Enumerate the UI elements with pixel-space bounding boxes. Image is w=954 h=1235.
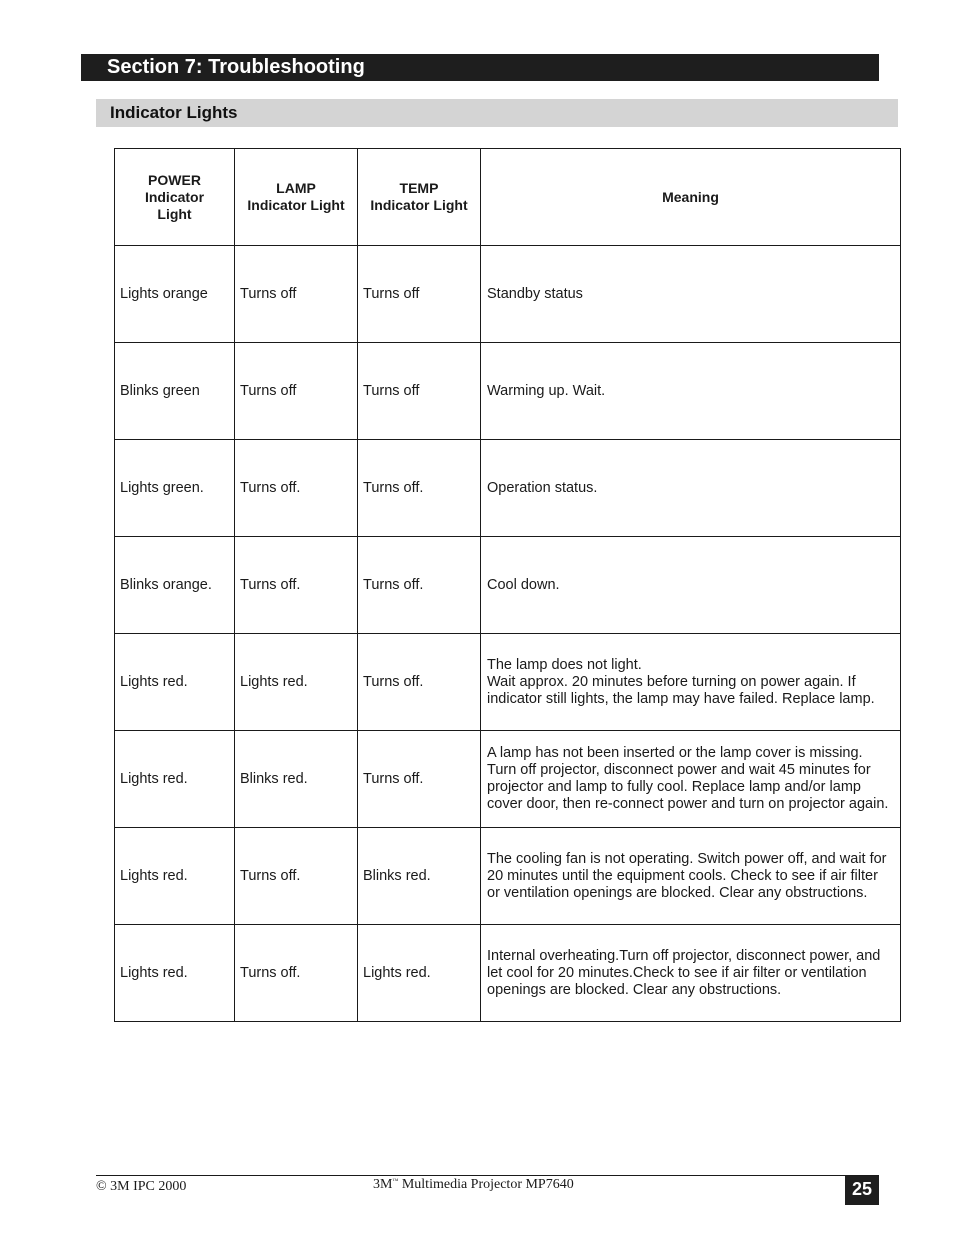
cell-power: Lights orange	[115, 246, 235, 343]
header-lamp: LAMP Indicator Light	[235, 149, 358, 246]
cell-temp: Blinks red.	[358, 828, 481, 925]
cell-lamp: Lights red.	[235, 634, 358, 731]
trademark-symbol: ™	[392, 1178, 399, 1185]
product-model: Multimedia Projector MP7640	[398, 1177, 574, 1192]
cell-meaning: A lamp has not been inserted or the lamp cover is missing. Turn off projector, disconnect power and wait 45 minutes for projector and lamp to fully cool. Replace lamp and/or lamp cover door, then re-connect power and turn on projector again.	[481, 731, 901, 828]
cell-meaning: Warming up. Wait.	[481, 343, 901, 440]
cell-lamp: Blinks red.	[235, 731, 358, 828]
cell-temp: Lights red.	[358, 925, 481, 1022]
table-row	[115, 537, 901, 634]
cell-power: Lights red.	[115, 828, 235, 925]
cell-temp: Turns off.	[358, 634, 481, 731]
cell-temp: Turns off	[358, 343, 481, 440]
cell-meaning: Standby status	[481, 246, 901, 343]
cell-lamp: Turns off	[235, 343, 358, 440]
page-number: 25	[845, 1176, 879, 1205]
table-row	[115, 828, 901, 925]
cell-meaning: Operation status.	[481, 440, 901, 537]
cell-lamp: Turns off.	[235, 537, 358, 634]
cell-power: Lights green.	[115, 440, 235, 537]
table-row	[115, 440, 901, 537]
indicator-lights-table	[114, 148, 901, 1022]
cell-temp: Turns off.	[358, 731, 481, 828]
subsection-title: Indicator Lights	[96, 99, 898, 127]
cell-lamp: Turns off.	[235, 828, 358, 925]
cell-meaning: The lamp does not light. Wait approx. 20 minutes before turning on power again. If indicator still lights, the lamp may have failed. Replace lamp.	[481, 634, 901, 731]
header-power: POWER Indicator Light	[115, 149, 235, 246]
header-temp: TEMP Indicator Light	[358, 149, 481, 246]
cell-power: Lights red.	[115, 731, 235, 828]
cell-power: Lights red.	[115, 634, 235, 731]
cell-power: Blinks orange.	[115, 537, 235, 634]
cell-temp: Turns off	[358, 246, 481, 343]
header-meaning: Meaning	[481, 149, 901, 246]
section-title: Section 7: Troubleshooting	[81, 54, 879, 81]
table-row	[115, 343, 901, 440]
cell-lamp: Turns off.	[235, 925, 358, 1022]
footer-copyright: © 3M IPC 2000	[96, 1179, 187, 1194]
table-row	[115, 634, 901, 731]
cell-lamp: Turns off	[235, 246, 358, 343]
cell-lamp: Turns off.	[235, 440, 358, 537]
cell-temp: Turns off.	[358, 537, 481, 634]
table-row	[115, 731, 901, 828]
product-brand: 3M	[373, 1177, 393, 1192]
cell-meaning: The cooling fan is not operating. Switch power off, and wait for 20 minutes until the equipment cools. Check to see if air filter or ventilation openings are blocked. Clear any obstructions.	[481, 828, 901, 925]
cell-meaning: Internal overheating.Turn off projector, disconnect power, and let cool for 20 minutes.Check to see if air filter or ventilation openings are blocked. Clear any obstructions.	[481, 925, 901, 1022]
footer-product-name	[373, 1177, 574, 1193]
footer-divider	[96, 1175, 879, 1176]
cell-power: Blinks green	[115, 343, 235, 440]
cell-temp: Turns off.	[358, 440, 481, 537]
cell-meaning: Cool down.	[481, 537, 901, 634]
table-header-row	[115, 149, 901, 246]
table-row	[115, 246, 901, 343]
table-row	[115, 925, 901, 1022]
cell-power: Lights red.	[115, 925, 235, 1022]
